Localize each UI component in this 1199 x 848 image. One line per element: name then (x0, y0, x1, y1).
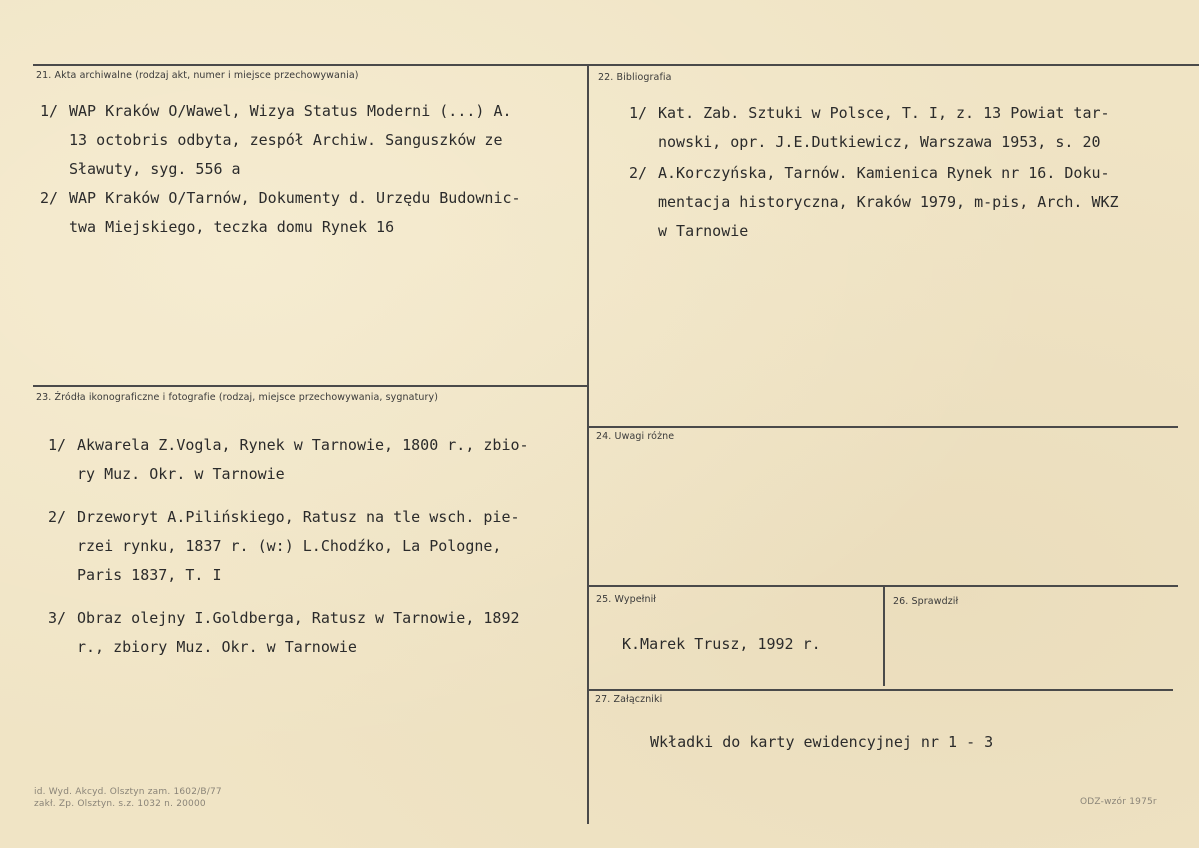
section-25-value: K.Marek Trusz, 1992 r. (622, 635, 821, 653)
printer-imprint-line-2: zakł. Zp. Olsztyn. s.z. 1032 n. 20000 (34, 799, 206, 809)
form-template-code: ODZ-wzór 1975r (1080, 797, 1157, 807)
section-25-label: 25. Wypełnił (596, 594, 657, 605)
bibliography-entry (629, 99, 1174, 157)
entry-line: twa Miejskiego, teczka domu Rynek 16 (69, 218, 395, 236)
entry-line: r., zbiory Muz. Okr. w Tarnowie (77, 638, 357, 656)
entry-number: 2/ (40, 189, 59, 207)
entry-line: rzei rynku, 1837 r. (w:) L.Chodźko, La Pologne, (77, 537, 502, 555)
center-divider-line (587, 64, 589, 824)
section-27-label: 27. Załączniki (595, 694, 663, 705)
divider-25-27 (588, 689, 1173, 691)
entry-number: 1/ (48, 436, 67, 454)
section-24-label: 24. Uwagi różne (596, 431, 675, 442)
entry-line: A.Korczyńska, Tarnów. Kamienica Rynek nr 16. Doku- (658, 164, 1110, 182)
entry-number: 2/ (48, 508, 67, 526)
section-21-content (40, 97, 580, 242)
entry-line: WAP Kraków O/Tarnów, Dokumenty d. Urzędu Budownic- (69, 189, 521, 207)
top-border-line (33, 64, 1199, 66)
section-27-value: Wkładki do karty ewidencyjnej nr 1 - 3 (650, 733, 994, 751)
section-23-label: 23. Źródła ikonograficzne i fotografie (rodzaj, miejsce przechowywania, sygnatury) (36, 392, 439, 403)
section-21-label: 21. Akta archiwalne (rodzaj akt, numer i miejsce przechowywania) (36, 70, 359, 81)
iconography-entry (48, 604, 580, 662)
entry-line: mentacja historyczna, Kraków 1979, m-pis, Arch. WKZ (658, 193, 1119, 211)
entry-line: Obraz olejny I.Goldberga, Ratusz w Tarnowie, 1892 (77, 609, 520, 627)
section-23-content (48, 431, 580, 662)
entry-line: ry Muz. Okr. w Tarnowie (77, 465, 285, 483)
entry-line: w Tarnowie (658, 222, 749, 240)
archive-entry (40, 97, 580, 184)
section-22-label: 22. Bibliografia (598, 72, 672, 83)
iconography-entry (48, 503, 580, 590)
entry-number: 3/ (48, 609, 67, 627)
bibliography-entry (629, 159, 1174, 246)
divider-21-23 (33, 385, 588, 387)
section-26-label: 26. Sprawdził (893, 596, 959, 607)
entry-number: 1/ (40, 102, 59, 120)
archive-entry (40, 184, 580, 242)
entry-line: Akwarela Z.Vogla, Rynek w Tarnowie, 1800 r., zbio- (77, 436, 529, 454)
entry-line: Drzeworyt A.Pilińskiego, Ratusz na tle wsch. pie- (77, 508, 520, 526)
entry-line: Sławuty, syg. 556 a (69, 160, 241, 178)
section-22-content (629, 99, 1174, 246)
entry-line: Paris 1837, T. I (77, 566, 222, 584)
entry-line: WAP Kraków O/Wawel, Wizya Status Moderni (...) A. (69, 102, 512, 120)
entry-number: 1/ (629, 104, 648, 122)
entry-line: Kat. Zab. Sztuki w Polsce, T. I, z. 13 Powiat tar- (658, 104, 1110, 122)
entry-line: 13 octobris odbyta, zespół Archiw. Sanguszków ze (69, 131, 503, 149)
entry-number: 2/ (629, 164, 648, 182)
divider-22-24 (588, 426, 1178, 428)
iconography-entry (48, 431, 580, 489)
printer-imprint-line-1: id. Wyd. Akcyd. Olsztyn zam. 1602/B/77 (34, 787, 222, 797)
entry-line: nowski, opr. J.E.Dutkiewicz, Warszawa 1953, s. 20 (658, 133, 1101, 151)
divider-25-26 (883, 586, 885, 686)
